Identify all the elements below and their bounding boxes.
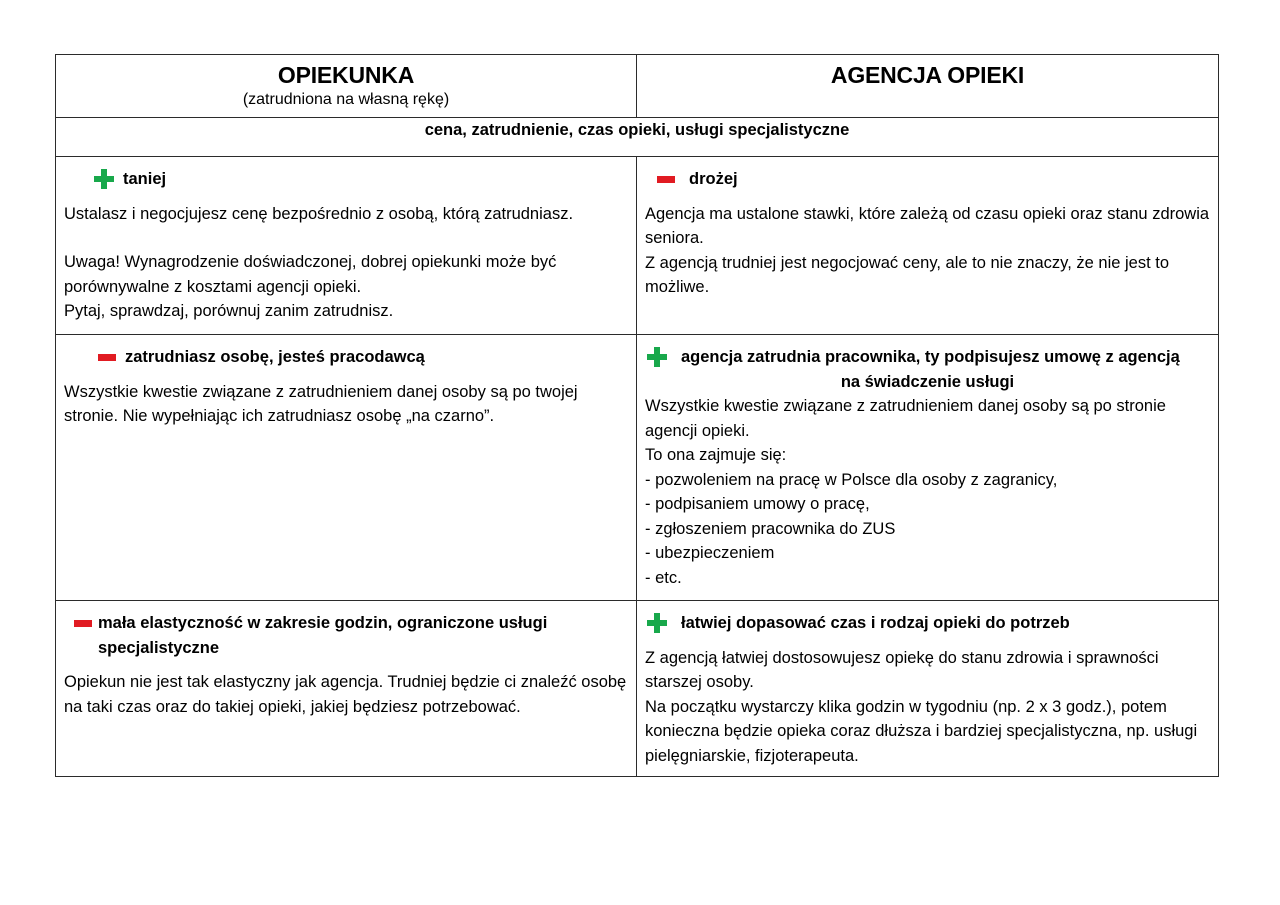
category-heading: [64, 611, 628, 660]
row-price: [56, 157, 1219, 335]
text-line: Z agencją łatwiej dostosowujesz opiekę do stanu zdrowia i sprawności starszej osoby.: [645, 648, 1159, 691]
heading-text: agencja zatrudnia pracownika, ty podpisujesz umowę z agencją: [681, 348, 1180, 366]
list-item: - podpisaniem umowy o pracę,: [645, 495, 870, 513]
text-line: Wszystkie kwestie związane z zatrudnieniem danej osoby są po stronie agencji opieki.: [645, 397, 1166, 440]
left-title: OPIEKUNKA: [277, 62, 415, 88]
plus-icon: [647, 347, 667, 367]
cell-left: [56, 157, 637, 335]
minus-icon: [98, 354, 116, 361]
cell-left: [56, 335, 637, 601]
heading-text: drożej: [689, 170, 738, 188]
header-left: [56, 55, 637, 118]
category-heading-line: [645, 345, 1210, 370]
text-line: To ona zajmuje się:: [645, 446, 787, 464]
list-item: - etc.: [645, 568, 682, 587]
row-employment: [56, 335, 1219, 601]
left-subtitle: (zatrudniona na własną rękę): [242, 91, 450, 108]
heading-text-continued: na świadczenie usługi: [840, 372, 1015, 391]
cell-right: [637, 157, 1219, 335]
text-line: Ustalasz i negocjujesz cenę bezpośrednio z osobą, którą zatrudniasz.: [64, 204, 574, 223]
text-line: Pytaj, sprawdzaj, porównuj zanim zatrudnisz.: [64, 302, 394, 320]
heading-text: zatrudniasz osobę, jesteś pracodawcą: [125, 348, 425, 366]
text-line: Wszystkie kwestie związane z zatrudnieniem danej osoby są po twojej stronie. Nie wypełniając ich zatrudniasz osobę „na czarno”.: [64, 382, 578, 425]
row-flexibility: [56, 601, 1219, 777]
header-row: [56, 55, 1219, 118]
heading-text: taniej: [123, 170, 167, 188]
category-heading: [64, 167, 628, 192]
category-heading: [645, 345, 1210, 394]
plus-icon: [647, 613, 667, 633]
cell-right: [637, 601, 1219, 777]
comparison-table: [55, 54, 1219, 777]
text-line: Agencja ma ustalone stawki, które zależą od czasu opieki oraz stanu zdrowia seniora.: [645, 204, 1210, 247]
list-item: - zgłoszeniem pracownika do ZUS: [645, 519, 896, 538]
plus-icon: [94, 169, 114, 189]
list-item: - pozwoleniem na pracę w Polsce dla osoby z zagranicy,: [645, 470, 1058, 489]
heading-text: mała elastyczność w zakresie godzin, ograniczone usługi specjalistyczne: [98, 614, 548, 657]
topic-row: [56, 118, 1219, 157]
minus-icon: [74, 620, 92, 627]
category-heading: [64, 345, 628, 370]
text-line: Z agencją trudniej jest negocjować ceny, ale to nie znaczy, że nie jest to możliwe.: [645, 253, 1170, 296]
text-line: Uwaga! Wynagrodzenie doświadczonej, dobrej opiekunki może być porównywalne z kosztami agencji opieki.: [64, 253, 557, 296]
text-line: Na początku wystarczy klika godzin w tygodniu (np. 2 x 3 godz.), potem konieczna będzie opieka coraz dłuższa i bardziej specjalistyczna, np. usługi pielęgniarskie, fizjoterapeuta.: [645, 697, 1198, 765]
cell-right: [637, 335, 1219, 601]
cell-left: [56, 601, 637, 777]
spacer: [64, 226, 628, 250]
text-line: Opiekun nie jest tak elastyczny jak agencja. Trudniej będzie ci znaleźć osobę na taki czas oraz do takiej opieki, jakiej będziesz potrzebować.: [64, 673, 627, 716]
right-title: AGENCJA OPIEKI: [830, 62, 1025, 88]
topic-cell: cena, zatrudnienie, czas opieki, usługi specjalistyczne: [56, 118, 1219, 157]
heading-text: łatwiej dopasować czas i rodzaj opieki do potrzeb: [681, 614, 1070, 632]
category-heading: [645, 611, 1210, 636]
list-item: - ubezpieczeniem: [645, 544, 775, 562]
header-right: [637, 55, 1219, 118]
category-heading: [645, 167, 1210, 192]
minus-icon: [657, 176, 675, 183]
